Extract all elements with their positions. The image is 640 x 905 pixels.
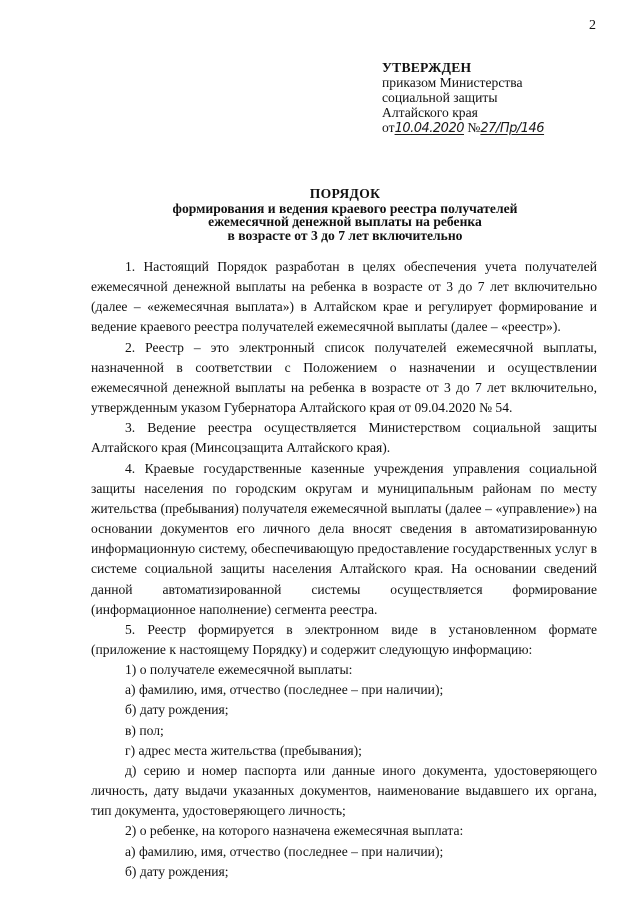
paragraph: 5. Реестр формируется в электронном виде в установленном формате (приложение к настоящему Порядку) и содержит следующую информацию: (91, 621, 597, 657)
approval-line: приказом Министерства (382, 75, 523, 90)
title-line: в возрасте от 3 до 7 лет включительно (227, 227, 463, 243)
approval-block (382, 60, 622, 136)
approval-heading: УТВЕРЖДЕН (382, 60, 472, 75)
handwritten-number: 27/Пр/146 (480, 121, 545, 136)
approval-line: Алтайского края (382, 105, 478, 120)
list-item: в) пол; (125, 722, 164, 738)
list-item: д) серию и номер паспорта или данные иного документа, удостоверяющего личность, дату выдачи указанных документов, наименование выдавшего их органа, тип документа, удостоверяющего личность; (91, 762, 597, 819)
list-item: 1) о получателе ежемесячной выплаты: (125, 662, 353, 678)
title-line: ежемесячной денежной выплаты на ребенка (208, 214, 482, 230)
list-item: а) фамилию, имя, отчество (последнее – при наличии); (125, 843, 444, 859)
title-main: ПОРЯДОК (309, 186, 381, 201)
list-item: г) адрес места жительства (пребывания); (125, 742, 362, 758)
title-line: формирования и ведения краевого реестра получателей (172, 200, 518, 216)
list-item: 2) о ребенке, на которого назначена ежемесячная выплата: (125, 823, 464, 839)
list-item: б) дату рождения; (125, 863, 229, 879)
document-title (95, 187, 595, 242)
page-number: 2 (589, 18, 596, 33)
number-prefix: № (467, 120, 481, 135)
paragraph: 3. Ведение реестра осуществляется Министерством социальной защиты Алтайского края (Минсоцзащита Алтайского края). (91, 420, 597, 456)
list-item: а) фамилию, имя, отчество (последнее – при наличии); (125, 682, 444, 698)
handwritten-date: 10.04.2020 (394, 121, 464, 136)
approval-date-number (382, 120, 622, 136)
list-item: б) дату рождения; (125, 702, 229, 718)
document-body (91, 257, 597, 882)
paragraph: 2. Реестр – это электронный список получателей ежемесячной выплаты, назначенной в соответствии с Положением о назначении и осуществлении ежемесячной денежной выплаты на ребенка в возрасте от 3 до 7 лет включительно, утвержденным указом Губернатора Алтайского края от 09.04.2020 № 54. (91, 339, 597, 416)
paragraph: 1. Настоящий Порядок разработан в целях обеспечения учета получателей ежемесячной денежной выплаты на ребенка в возрасте от 3 до 7 лет включительно (далее – «ежемесячная выплата») в Алтайском крае и регулирует формирование и ведение краевого реестра получателей ежемесячной выплаты (далее – «реестр»). (91, 259, 597, 335)
approval-line: социальной защиты (382, 90, 498, 105)
paragraph: 4. Краевые государственные казенные учреждения управления социальной защиты населения по городским округам и муниципальным районам по месту жительства (пребывания) получателя ежемесячной выплаты (далее – «управление») на основании документов его личного дела вносят сведения в автоматизированную информационную систему, обеспечивающую предоставление государственных услуг в системе социальной защиты населения Алтайского края. На основании сведений данной автоматизированной системы осуществляется формирование (информационное наполнение) сегмента реестра. (91, 460, 597, 617)
date-prefix: от (382, 120, 395, 135)
